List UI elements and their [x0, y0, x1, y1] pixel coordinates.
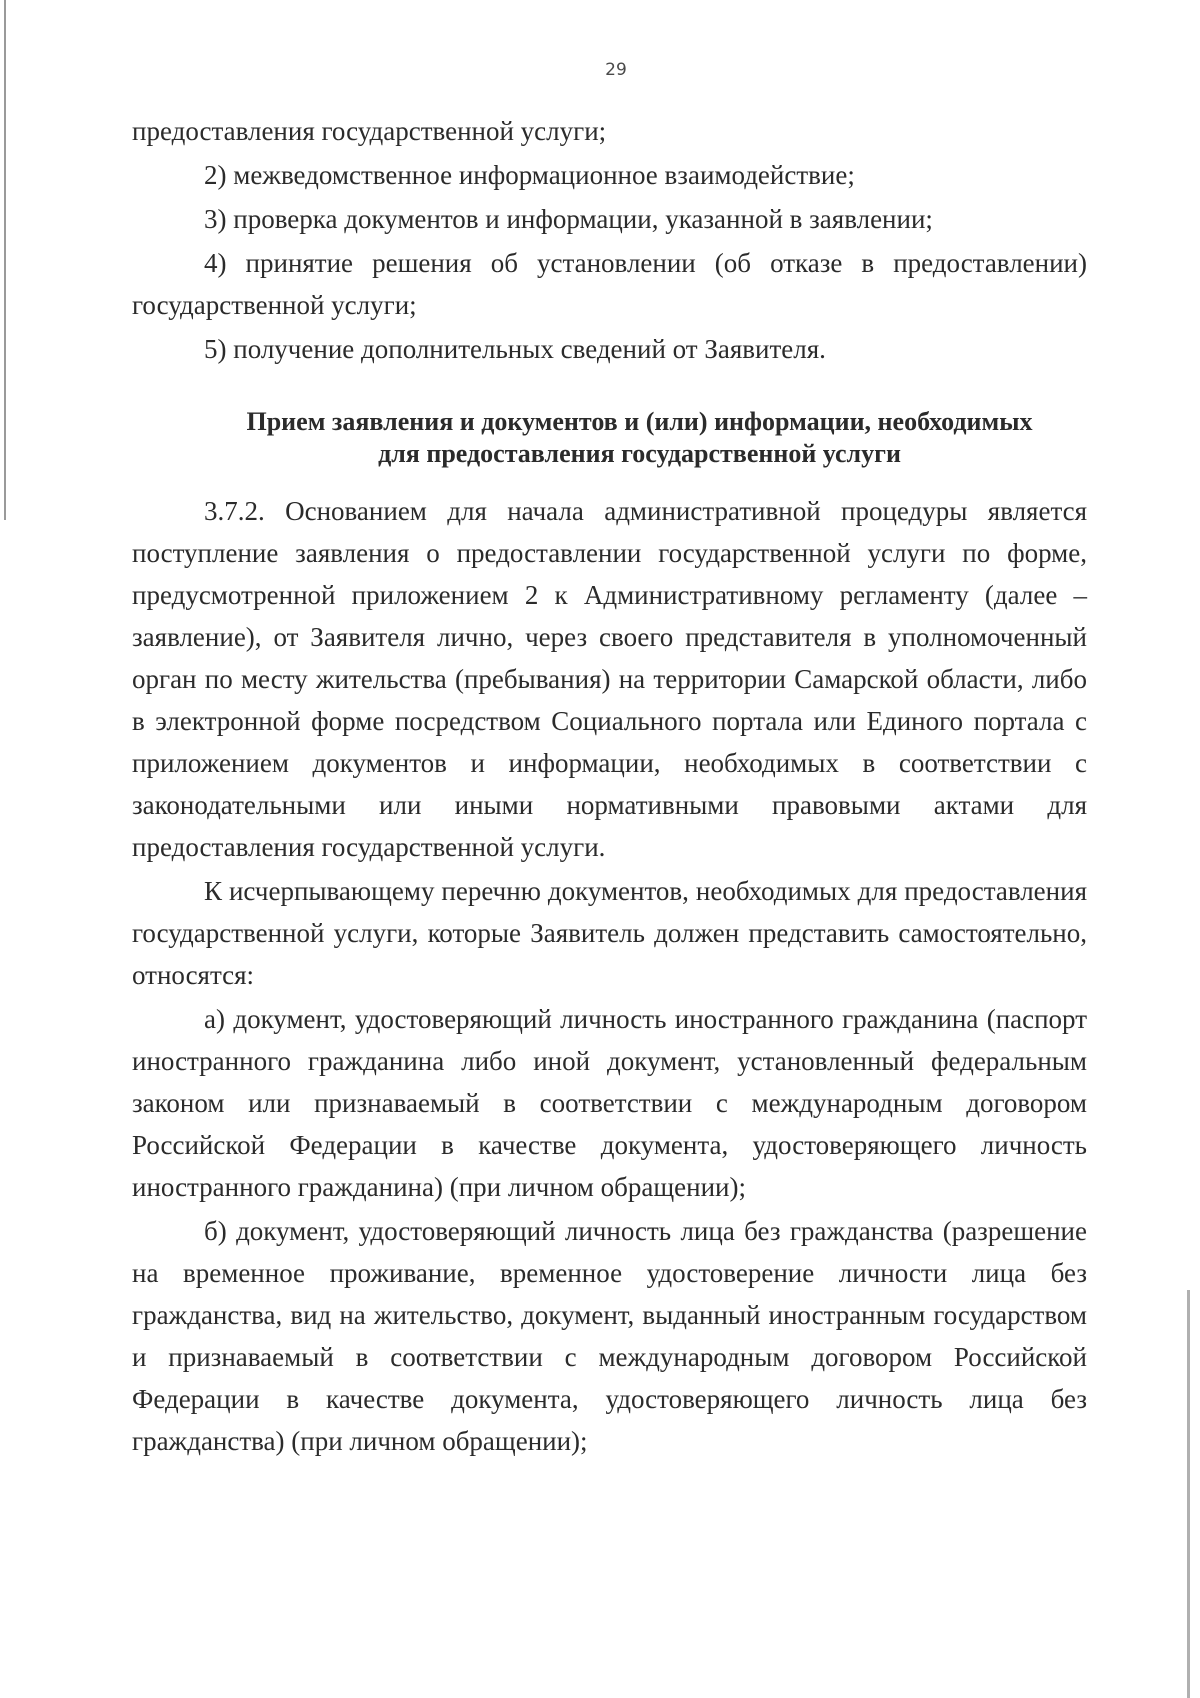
- paragraph-item-b: б) документ, удостоверяющий личность лица без гражданства (разрешение на временное проживание, временное удостоверение личности лица без гражданства, вид на жительство, документ, выданный иностранным государством и признаваемый в соответствии с международным договором Российской Федерации в качестве документа, удостоверяющего личность лица без гражданства) (при личном обращении);: [132, 1216, 1087, 1456]
- list-item-4: 4) принятие решения об установлении (об отказе в предоставлении) государственной услуги;: [132, 248, 1087, 320]
- list-item-5: 5) получение дополнительных сведений от Заявителя.: [204, 334, 826, 364]
- document-body: [132, 110, 1087, 1464]
- paragraph-documents-list-intro: К исчерпывающему перечню документов, необходимых для предоставления государственной услуги, которые Заявитель должен представить самостоятельно, относятся:: [132, 876, 1087, 990]
- paragraph-continuation: предоставления государственной услуги;: [132, 116, 607, 146]
- page-number: 29: [605, 60, 627, 80]
- section-heading-line-1: Прием заявления и документов и (или) информации, необходимых: [246, 407, 1033, 436]
- list-item-2: 2) межведомственное информационное взаимодействие;: [204, 160, 855, 190]
- scan-edge-right: [1187, 1290, 1190, 1698]
- list-item-3: 3) проверка документов и информации, указанной в заявлении;: [204, 204, 933, 234]
- paragraph-item-a: а) документ, удостоверяющий личность иностранного гражданина (паспорт иностранного гражданина либо иной документ, установленный федеральным законом или признаваемый в соответствии с международным договором Российской Федерации в качестве документа, удостоверяющего личность иностранного гражданина) (при личном обращении);: [132, 1004, 1087, 1202]
- section-heading: [132, 406, 1087, 470]
- section-heading-line-2: для предоставления государственной услуги: [378, 439, 901, 468]
- paragraph-3-7-2: 3.7.2. Основанием для начала административной процедуры является поступление заявления о предоставлении государственной услуги по форме, предусмотренной приложением 2 к Административному регламенту (далее – заявление), от Заявителя лично, через своего представителя в уполномоченный орган по месту жительства (пребывания) на территории Самарской области, либо в электронной форме посредством Социального портала или Единого портала с приложением документов и информации, необходимых в соответствии с законодательными или иными нормативными правовыми актами для предоставления государственной услуги.: [132, 496, 1087, 862]
